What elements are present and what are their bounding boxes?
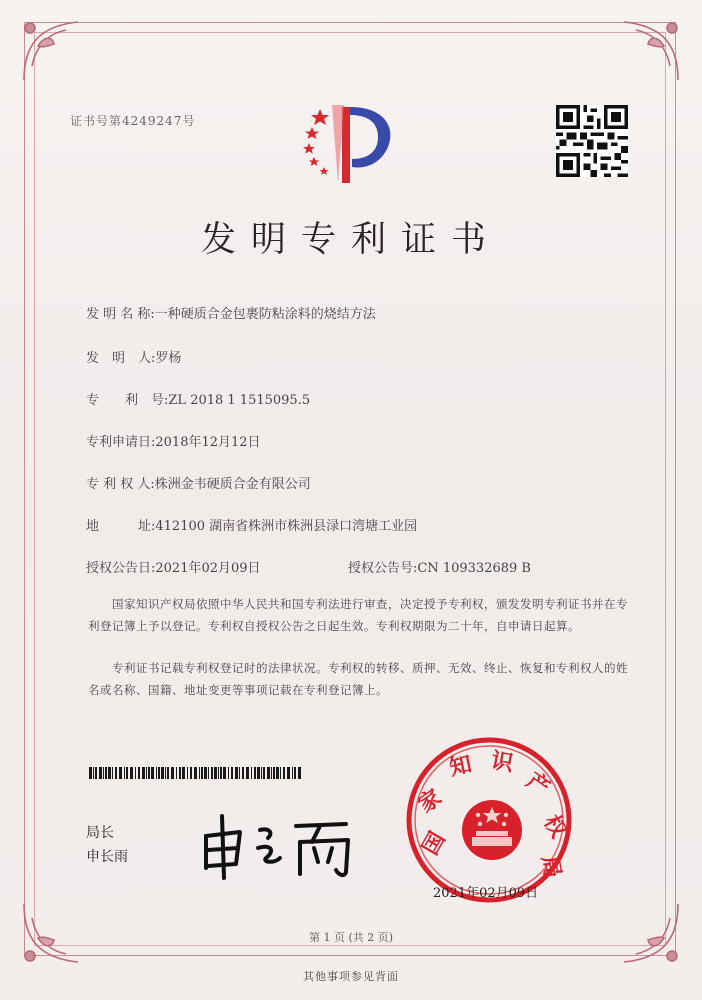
legal-status-paragraph: 专利证书记载专利权登记时的法律状况。专利权的转移、质押、无效、终止、恢复和专利权人的姓名或名称、国籍、地址变更等事项记载在专利登记簿上。 [88,661,628,697]
field-label: 发 明 名 称: [86,307,155,322]
certificate-title: 发明专利证书 [200,220,501,260]
certificate-number: 证书号第4249247号 [70,114,196,128]
svg-text:知: 知 [447,751,475,782]
field-patent-number [86,389,310,408]
signature-icon [196,808,366,882]
svg-text:家: 家 [413,784,447,819]
svg-text:权: 权 [538,810,572,843]
field-value: 株洲金韦硬质合金有限公司 [154,477,311,492]
corner-ornament-icon [18,16,88,86]
field-grant-number [348,557,531,576]
svg-text:产: 产 [521,767,555,802]
field-value: ZL 2018 1 1515095.5 [168,393,311,408]
qr-code-icon [556,105,628,177]
statement-paragraph: 国家知识产权局依照中华人民共和国专利法进行审查，决定授予专利权，颁发发明专利证书并在专利登记簿上予以登记。专利权自授权公告之日起生效。专利权期限为二十年，自申请日起算。 [88,597,628,633]
back-note: 其他事项参见背面 [303,970,399,983]
barcode-icon [89,767,303,779]
svg-text:局: 局 [536,853,566,880]
field-label: 发 明 人: [86,351,156,366]
field-label: 专 利 权 人: [86,477,155,492]
seal-date: 2021年02月09日 [433,886,539,901]
cnipa-logo-icon [292,97,402,187]
grant-number-label: 授权公告号: [348,561,418,576]
field-value: 412100 湖南省株洲市株洲县渌口湾塘工业园 [155,519,418,534]
field-invention-name [86,303,376,322]
field-inventor [86,347,181,366]
field-label: 地 址: [86,519,156,534]
field-application-date [86,431,261,450]
field-label: 专 利 号: [86,393,169,408]
field-value: 罗杨 [155,351,182,366]
field-value: 2018年12月12日 [155,435,261,450]
field-label: 专利申请日: [86,435,156,450]
signer-name: 申长雨 [86,849,128,865]
signer-title: 局长 [86,825,114,841]
grant-date-label: 授权公告日: [86,561,156,576]
svg-text:识: 识 [489,747,516,777]
page-number: 第 1 页 (共 2 页) [308,931,394,944]
grant-date-value: 2021年02月09日 [155,561,261,576]
svg-text:国: 国 [417,827,451,860]
official-seal-icon [404,735,574,905]
field-address [86,515,417,534]
grant-number-value: CN 109332689 B [417,561,531,576]
corner-ornament-icon [614,16,684,86]
field-grant-date [86,557,261,576]
field-value: 一种硬质合金包裹防粘涂料的烧结方法 [154,307,376,322]
field-patentee [86,473,311,492]
